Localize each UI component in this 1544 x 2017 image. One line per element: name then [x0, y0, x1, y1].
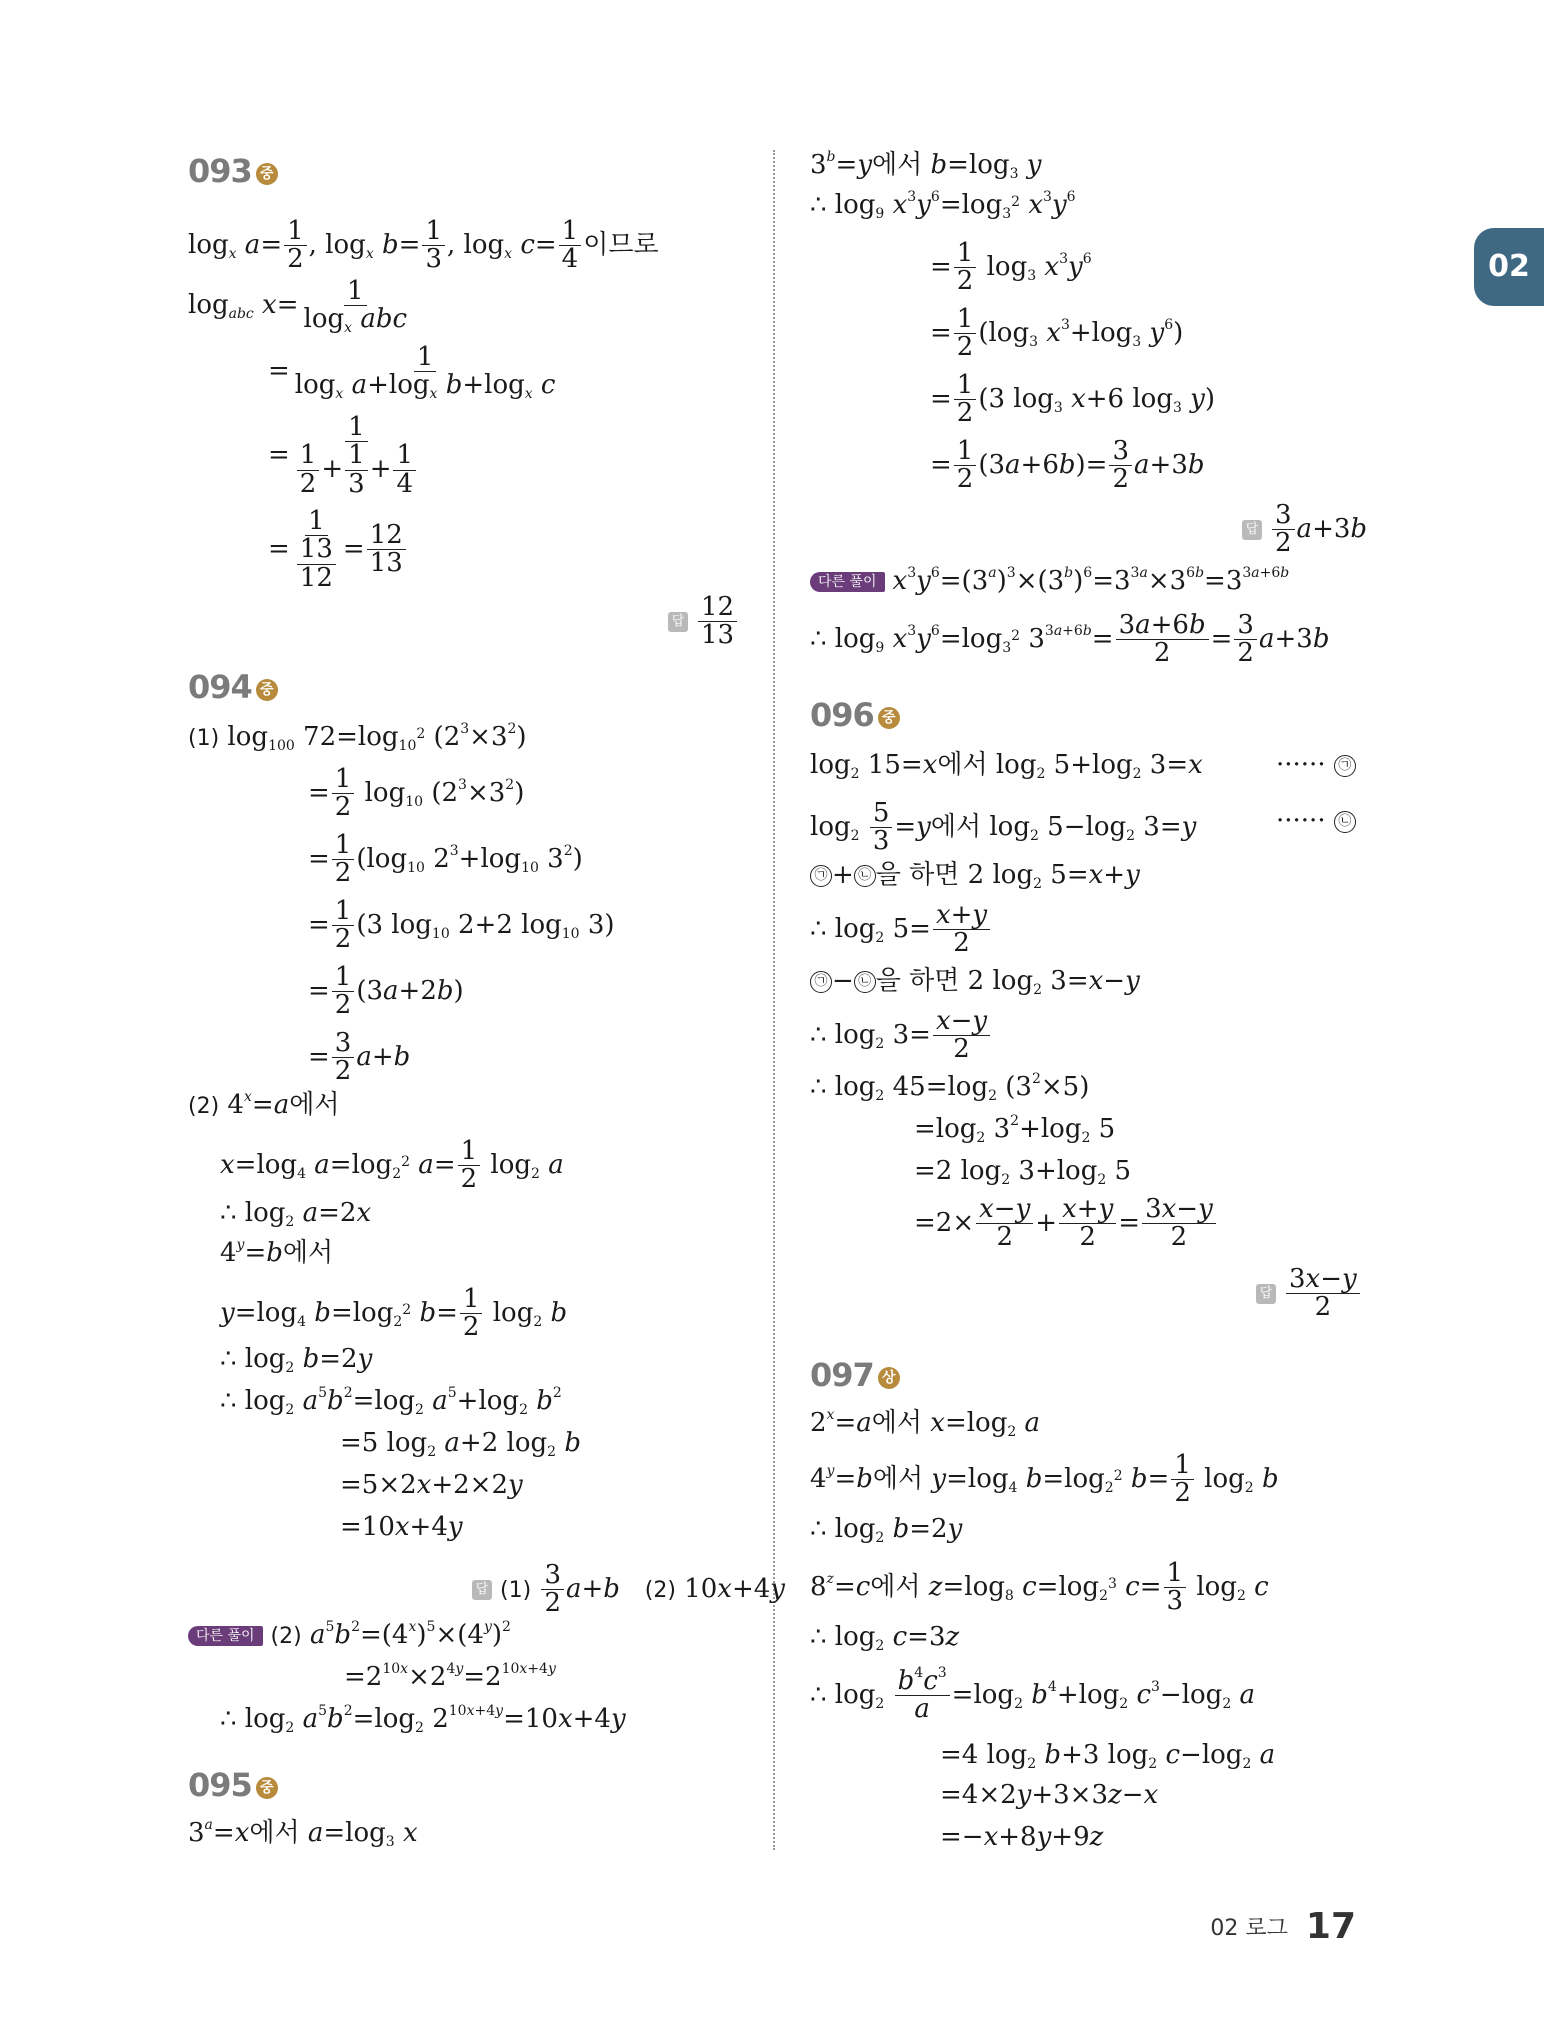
p096-line10: =2× $\frac{x-y}{2}$ + $\frac{x+y}{2}$ = $\frac{3x-y}{2}$ [914, 1196, 1218, 1252]
p094-line5: = $\frac{1}{2}$ (3a+2b) [308, 962, 464, 1021]
p094-line9: ∴ $\log_2 a=2x$ [220, 1198, 372, 1230]
p094-line1: (1) $\log_{100} 72=\log_{10^2}$ $(2^3\times 3^2)$ [188, 721, 527, 754]
p096-line1: $\log_2 15=x$에서 $\log_2 5+\log_2$ 3=x [810, 750, 1203, 782]
p097-line5: ∴ $\log_2 c=3z$ [810, 1622, 960, 1654]
p097-line8: =4×2y+3×3z−x [940, 1780, 1159, 1810]
level-badge: 중 [878, 707, 900, 729]
p093-answer: 답 $\frac{12}{13}$ [668, 594, 739, 650]
p094-line11: $y=\log_4$ $b=\log_{2^2}$ b= $\frac{1}{2}$ $\log_2 b$ [220, 1284, 568, 1343]
p094-line2: = $\frac{1}{2}$ $\log_{10} (2^3\times 3^2)$ [308, 764, 525, 823]
p096-line9: =2 $\log_2 3+\log_2$ 5 [914, 1156, 1132, 1188]
p094-line15: =5×2x+2×2y [340, 1470, 523, 1500]
p095-line1: $3^a=x$에서 $a=\log_3$ x [188, 1817, 418, 1850]
problem-096-header: 096 중 [810, 696, 900, 734]
alt-solution-badge: 다른 풀이 [810, 572, 885, 592]
p097-line1: $2^x=a$에서 $x=\log_2$ a [810, 1407, 1041, 1440]
p095-line5: = $\frac{1}{2}$ ($\log_3$ $x^3+\log_3$ $y^6$) [930, 304, 1184, 363]
p097-line7: =4 $\log_2 b+3$ $\log_2 c-\log_2$ a [940, 1740, 1276, 1772]
p096-line8: $=\log_2$ $3^2+\log_2$ 5 [914, 1113, 1116, 1146]
p094-answer: 답 (1) $\frac{3}{2}$ a+b (2) 10x+4y [472, 1562, 785, 1618]
p093-line2: $\log_{abc} x=$ 1 $\log_x$ abc [188, 276, 408, 337]
p094-line12: ∴ $\log_2 b=2y$ [220, 1344, 373, 1376]
p093-line4: = 1 $\frac{1}{2}$ + $\frac{1}{3}$ + $\frac{1}{4}$ [268, 414, 423, 498]
p094-line3: = $\frac{1}{2}$ ($\log_{10}$ $2^3+\log_{10}$ $3^2$) [308, 830, 583, 889]
p096-line2: $\log_2$ $\frac{5}{3}$ =y에서 $\log_2 5-\log_2$ 3=y [810, 798, 1197, 857]
alt-solution-badge: 다른 풀이 [188, 1626, 263, 1646]
p095-line7: = $\frac{1}{2}$ (3a+6b)= $\frac{3}{2}$ a+3b [930, 436, 1205, 495]
p097-line4: $8^z=c$에서 $z=\log_8$ $c=\log_{2^3}$ c= $\frac{1}{3}$ $\log_2 c$ [810, 1558, 1269, 1617]
p095-line4: = $\frac{1}{2}$ $\log_3 x^3y^6$ [930, 238, 1092, 297]
page-number: 17 [1305, 1906, 1356, 1947]
p094-line7: (2) $4^x=a$에서 [188, 1089, 340, 1120]
p096-line6: ∴ $\log_2 3=$ $\frac{x-y}{2}$ [810, 1008, 992, 1064]
p097-line6: ∴ $\log_2$ $\frac{b^4c^3}{a}$ $=\log_2$ $b^4+\log_2$ $c^3-\log_2$ a [810, 1665, 1256, 1725]
chapter-label: 02 로그 [1210, 1916, 1288, 1941]
p096-marker2: ······ ㉡ [1276, 808, 1356, 834]
p096-line5: ㉠ − ㉡ 을 하면 2 $\log_2 3=x-y$ [810, 968, 1140, 994]
p093-line5: = $\frac{1}{\frac{13}{12}}$ = $\frac{12}{13}$ [268, 508, 408, 592]
p095-line6: = $\frac{1}{2}$ (3 $\log_3 x+6$ $\log_3 y$) [930, 370, 1216, 429]
level-badge: 상 [878, 1367, 900, 1389]
p094-alt-line2: $=2^{10x}\times 2^{4y}=2^{10x+4y}$ [344, 1661, 556, 1692]
p094-line13: ∴ $\log_2 a^5b^2=\log_2$ $a^5+\log_2$ $b^2$ [220, 1385, 562, 1418]
p094-alt-line3: ∴ $\log_2 a^5b^2=\log_2$ $2^{10x+4y}=10x+4y$ [220, 1703, 626, 1736]
problem-094-header: 094 중 [188, 668, 278, 706]
p093-line1: $\log_x a=$ $\frac{1}{2}$ , $\log_x b=$ $\frac{1}{3}$ , $\log_x c=$ $\frac{1}{4}$ 이므로 [188, 216, 659, 275]
level-badge: 중 [256, 163, 278, 185]
p094-line10: $4^y=b$에서 [220, 1237, 334, 1268]
p095-line3: ∴ $\log_9 x^3y^6=\log_{3^2}$ $x^3y^6$ [810, 189, 1076, 222]
page-footer [1210, 1906, 1356, 1947]
p096-line3: ㉠ + ㉡ 을 하면 2 $\log_2 5=x+y$ [810, 862, 1140, 888]
p096-marker1: ······ ㉠ [1276, 752, 1356, 778]
p095-line2: $3^b=y$에서 $b=\log_3$ y [810, 149, 1042, 182]
p096-answer: 답 $\frac{3x-y}{2}$ [1256, 1266, 1362, 1322]
p094-line8: $x=\log_4$ $a=\log_{2^2}$ a= $\frac{1}{2}$ $\log_2 a$ [220, 1136, 564, 1195]
chapter-side-tab: 02 [1474, 228, 1544, 306]
p094-line14: =5 $\log_2 a+2$ $\log_2 b$ [340, 1428, 581, 1460]
p094-line16: =10x+4y [340, 1512, 463, 1542]
p095-alt-line1: 다른 풀이 $x^3y^6=(3^a)^3\times(3^b)^6=3^{3a}\times 3^{6b}=3^{3a+6b}$ [810, 568, 1289, 594]
p097-line3: ∴ $\log_2 b=2y$ [810, 1514, 963, 1546]
level-badge: 중 [256, 1777, 278, 1799]
p097-line9: =−x+8y+9z [940, 1822, 1104, 1852]
p096-line4: ∴ $\log_2 5=$ $\frac{x+y}{2}$ [810, 902, 992, 958]
p095-answer: 답 $\frac{3}{2}$ a+3b [1242, 502, 1367, 558]
p094-line4: = $\frac{1}{2}$ (3 $\log_{10} 2+2$ $\log_{10} 3$) [308, 896, 615, 955]
p094-alt-line1: 다른 풀이 (2) $a^5b^2=(4^x)^5\times(4^y)^2$ [188, 1622, 511, 1648]
p097-line2: $4^y=b$에서 $y=\log_4$ $b=\log_{2^2}$ b= $\frac{1}{2}$ $\log_2 b$ [810, 1450, 1279, 1509]
p096-line7: ∴ $\log_2 45=\log_2$ $(3^2\times 5)$ [810, 1071, 1090, 1104]
problem-095-header: 095 중 [188, 1766, 278, 1804]
p094-line6: = $\frac{3}{2}$ a+b [308, 1028, 411, 1087]
problem-097-header: 097 상 [810, 1356, 900, 1394]
p093-line3: = $\frac{1}{\log_x a+\log_x b+\log_x c}$ [268, 342, 556, 403]
problem-093-header: 093 중 [188, 152, 278, 190]
p095-alt-line2: ∴ $\log_9 x^3y^6=\log_{3^2}$ $3^{3a+6b}=$ $\frac{3a+6b}{2}$ = $\frac{3}{2}$ a+3b [810, 610, 1330, 669]
level-badge: 중 [256, 679, 278, 701]
